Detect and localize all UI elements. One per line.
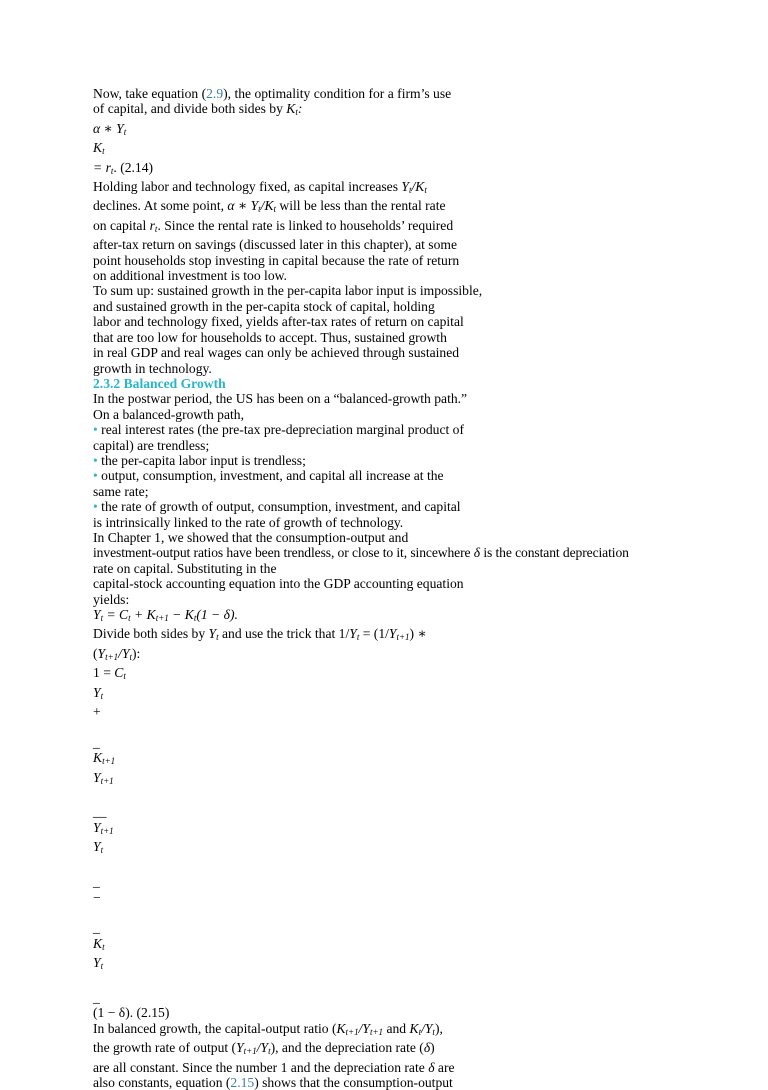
text-line: Now, take equation (2.9), the optimality condition for a firm’s use xyxy=(93,86,452,101)
bullet-icon: • xyxy=(93,499,98,515)
text-line: labor and technology fixed, yields after-tax rates of return on capital xyxy=(93,314,464,330)
equation-line xyxy=(93,975,733,990)
equation-line: $K_{t+1}$ xyxy=(93,750,116,767)
text-line: declines. At some point, α ∗ $Y_t/K_t$ will be less than the rental rate xyxy=(93,198,446,215)
fraction-bar: __ xyxy=(93,804,107,820)
text-line: and sustained growth in the per-capita stock of capital, holding xyxy=(93,298,435,314)
text-line: the growth rate of output $(Y_{t+1}/Y_t)$, and the depreciation rate (δ) xyxy=(93,1040,435,1057)
bullet-icon: • xyxy=(93,422,98,438)
equation-line xyxy=(93,905,733,920)
text-line: growth in technology. xyxy=(93,360,212,376)
bullet-item: • the rate of growth of output, consumption, investment, and capital xyxy=(93,499,461,515)
bullet-continuation: capital) are trendless; xyxy=(93,437,210,453)
equation-line xyxy=(93,719,733,734)
equation-line: $Y_t$ xyxy=(93,955,104,972)
equation-line: $Y_{t+1}$ xyxy=(93,769,114,786)
text-line: In the postwar period, the US has been on a “balanced-growth path.” xyxy=(93,391,468,407)
equation-line: $Y_t$ xyxy=(93,839,104,856)
text-line: that are too low for households to accept. Thus, sustained growth xyxy=(93,329,447,345)
text-line: on additional investment is too low. xyxy=(93,268,287,284)
text-line: To sum up: sustained growth in the per-capita labor input is impossible, xyxy=(93,283,483,299)
accounting-equation: $Y_t = C_t + K_{t+1} - K_t(1 - \delta)$. xyxy=(93,607,238,623)
bullet-icon: • xyxy=(93,452,98,468)
equation-numerator: α ∗ $Y_t$ xyxy=(93,120,127,137)
equation-line: + xyxy=(93,704,101,720)
bullet-item: • output, consumption, investment, and capital all increase at the xyxy=(93,468,444,484)
text-line: In Chapter 1, we showed that the consumption-output and xyxy=(93,529,409,545)
equation-denominator: $K_t$ xyxy=(93,140,105,157)
text-line: Holding labor and technology fixed, as capital increases $Y_t/K_t$ xyxy=(93,179,427,196)
text-line: rate on capital. Substituting in the xyxy=(93,560,277,576)
text-line: point households stop investing in capital because the rate of return xyxy=(93,252,460,268)
text-line: on capital $r_t$. Since the rental rate is linked to households’ required xyxy=(93,217,454,234)
equation-line: $Y_{t+1}$ xyxy=(93,819,114,836)
equation-line: $K_t$ xyxy=(93,935,105,952)
text-line: are all constant. Since the number 1 and the depreciation rate δ are xyxy=(93,1059,455,1075)
bullet-continuation: is intrinsically linked to the rate of growth of technology. xyxy=(93,514,404,530)
equation-link[interactable]: 2.9 xyxy=(206,86,224,101)
text-line: In balanced growth, the capital-output ratio ($K_{t+1}/Y_{t+1}$ and $K_t/Y_t$), xyxy=(93,1020,443,1037)
fraction-bar: _ xyxy=(93,920,100,936)
text-line: investment-output ratios have been trendless, or close to it, sincewhere δ is the constant depreciation xyxy=(93,545,629,561)
text-line: of capital, and divide both sides by $K_t$: xyxy=(93,101,303,118)
equation-line: $Y_t$ xyxy=(93,684,104,701)
equation-link[interactable]: 2.15 xyxy=(230,1074,255,1090)
bullet-icon: • xyxy=(93,468,98,484)
text-line: On a balanced-growth path, xyxy=(93,406,244,422)
text-line: after-tax return on savings (discussed later in this chapter), at some xyxy=(93,237,457,253)
text-line: also constants, equation (2.15) shows that the consumption-output xyxy=(93,1074,453,1090)
equation-line: $1 = C_t$ xyxy=(93,665,126,682)
text-line: yields: xyxy=(93,591,130,607)
equation-rhs: = $r_t$. (2.14) xyxy=(93,159,154,176)
bullet-item: • real interest rates (the pre-tax pre-depreciation marginal product of xyxy=(93,422,465,438)
equation-line xyxy=(93,859,733,874)
text-line: $(Y_{t+1}/Y_t)$: xyxy=(93,645,141,662)
document-page xyxy=(93,86,733,1090)
bullet-continuation: same rate; xyxy=(93,483,149,499)
fraction-bar: _ xyxy=(93,989,100,1005)
fraction-bar: _ xyxy=(93,734,100,750)
text-line: Divide both sides by $Y_t$ and use the trick that $1/Y_t = (1/Y_{t+1})$ ∗ xyxy=(93,626,427,643)
fraction-bar: _ xyxy=(93,874,100,890)
text-line: in real GDP and real wages can only be achieved through sustained xyxy=(93,345,460,361)
text-line: capital-stock accounting equation into the GDP accounting equation xyxy=(93,576,464,592)
bullet-item: • the per-capita labor input is trendless; xyxy=(93,452,306,468)
equation-line xyxy=(93,789,733,804)
equation-line: − xyxy=(93,889,101,905)
equation-line: (1 − δ). (2.15) xyxy=(93,1005,170,1021)
section-heading: 2.3.2 Balanced Growth xyxy=(93,375,226,391)
